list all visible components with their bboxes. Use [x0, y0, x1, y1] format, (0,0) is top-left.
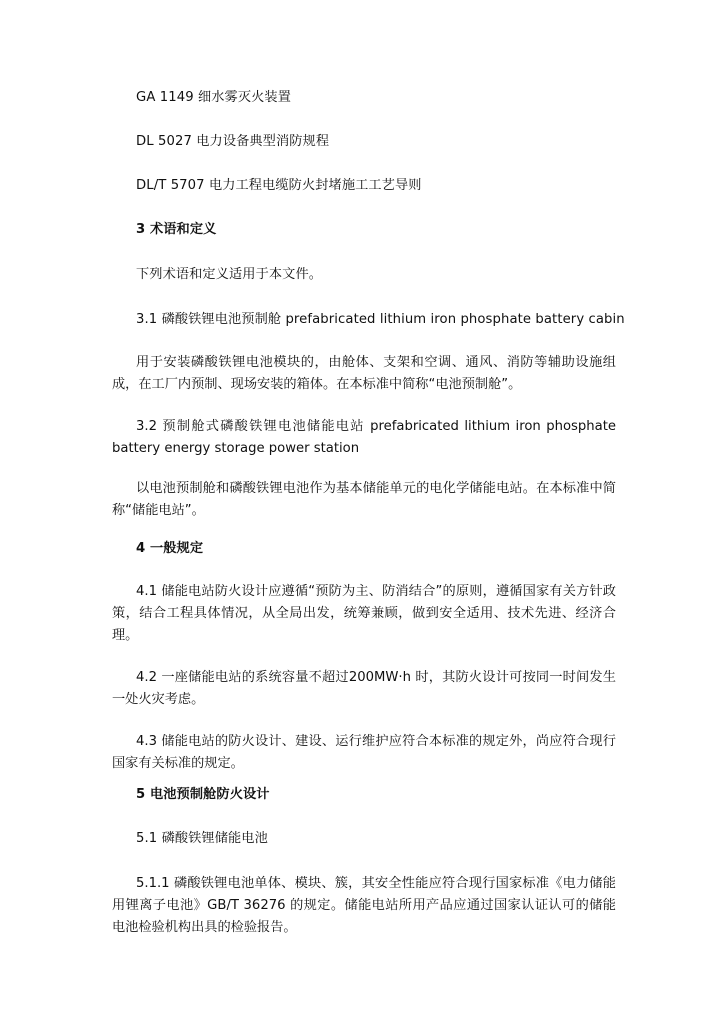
- standard-ref-dlt5707: DL/T 5707 电力工程电缆防火封堵施工工艺导则: [136, 178, 422, 193]
- section-3-heading: 3 术语和定义: [136, 222, 217, 237]
- standard-ref-ga1149: GA 1149 细水雾灭火装置: [136, 90, 291, 105]
- term-3-1-definition: 用于安装磷酸铁锂电池模块的，由舱体、支架和空调、通风、消防等辅助设施组成，在工厂内预制、现场安装的箱体。在本标准中简称“电池预制舱”。: [112, 355, 616, 392]
- section-3-intro: 下列术语和定义适用于本文件。: [136, 267, 323, 282]
- section-5-heading: 5 电池预制舱防火设计: [136, 787, 270, 802]
- term-3-1-title: 3.1 磷酸铁锂电池预制舱 prefabricated lithium iron phosphate battery cabin: [136, 312, 625, 327]
- clause-4-1: 4.1 储能电站防火设计应遵循“预防为主、防消结合”的原则，遵循国家有关方针政策，结合工程具体情况，从全局出发，统筹兼顾，做到安全适用、技术先进、经济合理。: [112, 584, 616, 643]
- section-4-heading: 4 一般规定: [136, 541, 204, 556]
- term-3-2-title: 3.2 预制舱式磷酸铁锂电池储能电站 prefabricated lithium iron phosphate battery energy storage power station: [112, 419, 616, 456]
- clause-5-1-1: 5.1.1 磷酸铁锂电池单体、模块、簇，其安全性能应符合现行国家标准《电力储能用锂离子电池》GB/T 36276 的规定。储能电站所用产品应通过国家认证认可的储能电池检验机构出具的检验报告。: [112, 876, 616, 935]
- subsection-5-1-heading: 5.1 磷酸铁锂储能电池: [136, 831, 268, 846]
- standard-ref-dl5027: DL 5027 电力设备典型消防规程: [136, 134, 330, 149]
- term-3-2-definition: 以电池预制舱和磷酸铁锂电池作为基本储能单元的电化学储能电站。在本标准中简称“储能电站”。: [112, 481, 616, 518]
- clause-4-3: 4.3 储能电站的防火设计、建设、运行维护应符合本标准的规定外，尚应符合现行国家有关标准的规定。: [112, 734, 616, 771]
- clause-4-2: 4.2 一座储能电站的系统容量不超过200MW·h 时，其防火设计可按同一时间发生一处火灾考虑。: [112, 670, 616, 707]
